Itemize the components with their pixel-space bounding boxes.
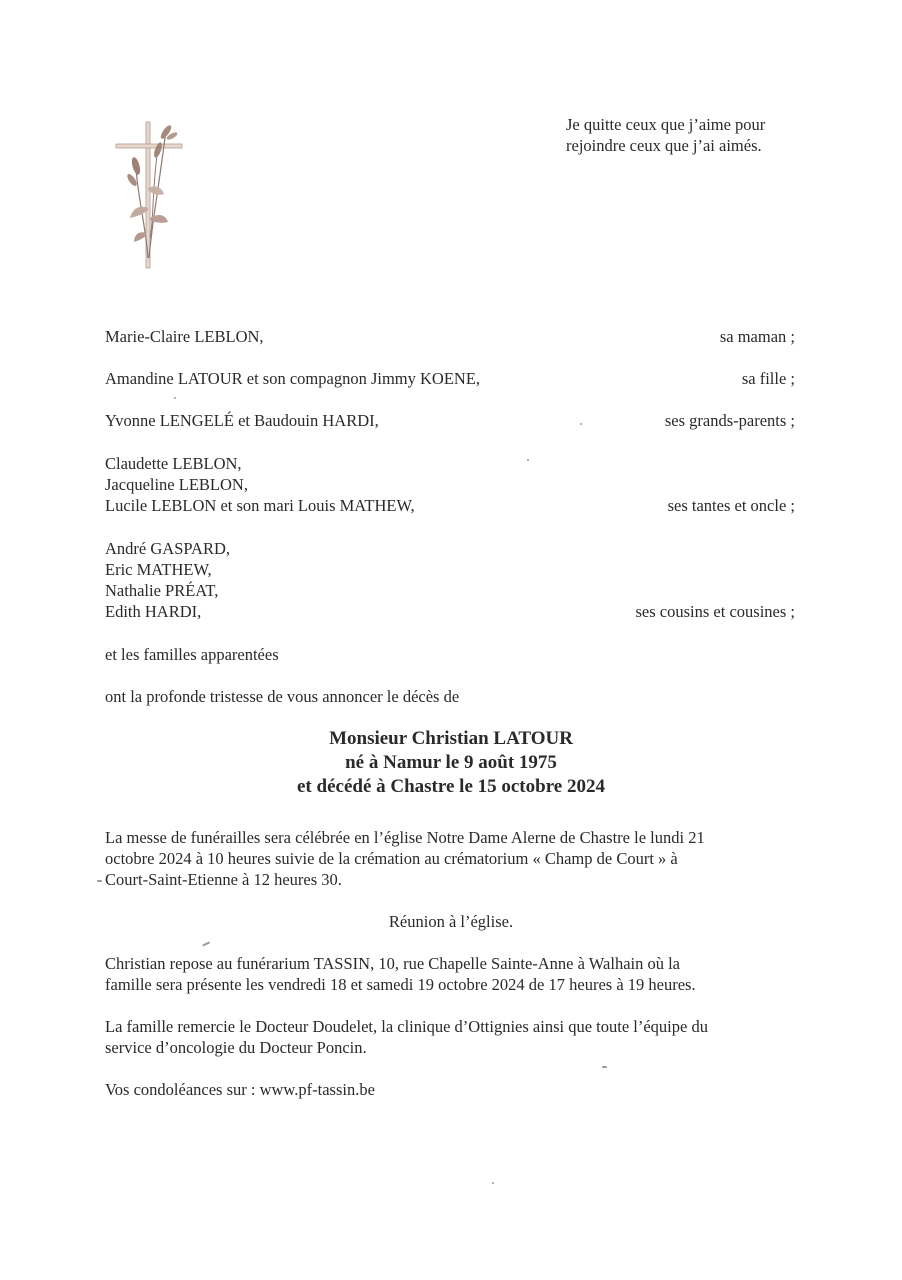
funeral-mass-paragraph <box>105 827 795 890</box>
families-line: et les familles apparentées <box>105 645 279 664</box>
thanks-paragraph <box>105 1016 795 1058</box>
paragraph-line: Court-Saint-Etienne à 12 heures 30. <box>105 870 342 889</box>
epigraph-quote <box>566 114 826 156</box>
scan-speck <box>492 1182 494 1184</box>
family-relation: ses grands-parents ; <box>664 411 795 430</box>
family-names: André GASPARD, <box>105 539 230 558</box>
family-names: Edith HARDI, <box>105 602 202 621</box>
family-entry-aunts-uncle <box>105 453 795 516</box>
scan-speck <box>202 941 210 946</box>
family-entry-daughter <box>105 368 795 389</box>
deceased-name: Monsieur Christian LATOUR <box>329 728 573 749</box>
scan-speck <box>602 1066 607 1068</box>
paragraph-line: famille sera présente les vendredi 18 et samedi 19 octobre 2024 de 17 heures à 19 heures. <box>105 975 696 994</box>
epigraph-line-1: Je quitte ceux que j’aime pour <box>566 115 766 134</box>
scan-speck <box>174 397 176 399</box>
family-names: Eric MATHEW, <box>105 560 212 579</box>
family-names: Lucile LEBLON et son mari Louis MATHEW, <box>105 496 415 515</box>
family-names: Yvonne LENGELÉ et Baudouin HARDI, <box>105 411 379 430</box>
family-relation: sa maman ; <box>719 327 795 346</box>
family-names: Claudette LEBLON, <box>105 454 242 473</box>
family-entry-cousins <box>105 538 795 622</box>
paragraph-line: Christian repose au funérarium TASSIN, 10, rue Chapelle Sainte-Anne à Walhain où la <box>105 954 681 973</box>
family-relation: ses cousins et cousines ; <box>635 602 795 621</box>
deceased-heading <box>0 727 902 799</box>
reunion-line: Réunion à l’église. <box>388 912 514 931</box>
family-relation: ses tantes et oncle ; <box>667 496 795 515</box>
family-names: Jacqueline LEBLON, <box>105 475 248 494</box>
scan-speck <box>97 880 102 882</box>
deceased-birth: né à Namur le 9 août 1975 <box>345 752 557 773</box>
family-names: Nathalie PRÉAT, <box>105 581 219 600</box>
family-names: Marie-Claire LEBLON, <box>105 327 264 346</box>
scan-speck <box>580 423 582 425</box>
announcement-line: ont la profonde tristesse de vous annoncer le décès de <box>105 687 460 706</box>
paragraph-line: La messe de funérailles sera célébrée en l’église Notre Dame Alerne de Chastre le lundi 21 <box>105 828 705 847</box>
family-names: Amandine LATOUR et son compagnon Jimmy KOENE, <box>105 369 481 388</box>
family-relation: sa fille ; <box>741 369 795 388</box>
funerarium-paragraph <box>105 953 795 995</box>
epigraph-line-2: rejoindre ceux que j’ai aimés. <box>566 136 762 155</box>
paragraph-line: octobre 2024 à 10 heures suivie de la crémation au crématorium « Champ de Court » à <box>105 849 678 868</box>
paragraph-line: La famille remercie le Docteur Doudelet, la clinique d’Ottignies ainsi que toute l’équipe du <box>105 1017 708 1036</box>
cross-with-wheat-icon <box>108 118 192 278</box>
family-entry-grandparents <box>105 410 795 431</box>
scan-speck <box>527 459 529 461</box>
condolences-line: Vos condoléances sur : www.pf-tassin.be <box>105 1080 375 1099</box>
deceased-death: et décédé à Chastre le 15 octobre 2024 <box>297 776 605 797</box>
paragraph-line: service d’oncologie du Docteur Poncin. <box>105 1038 367 1057</box>
family-entry-mother <box>105 326 795 347</box>
